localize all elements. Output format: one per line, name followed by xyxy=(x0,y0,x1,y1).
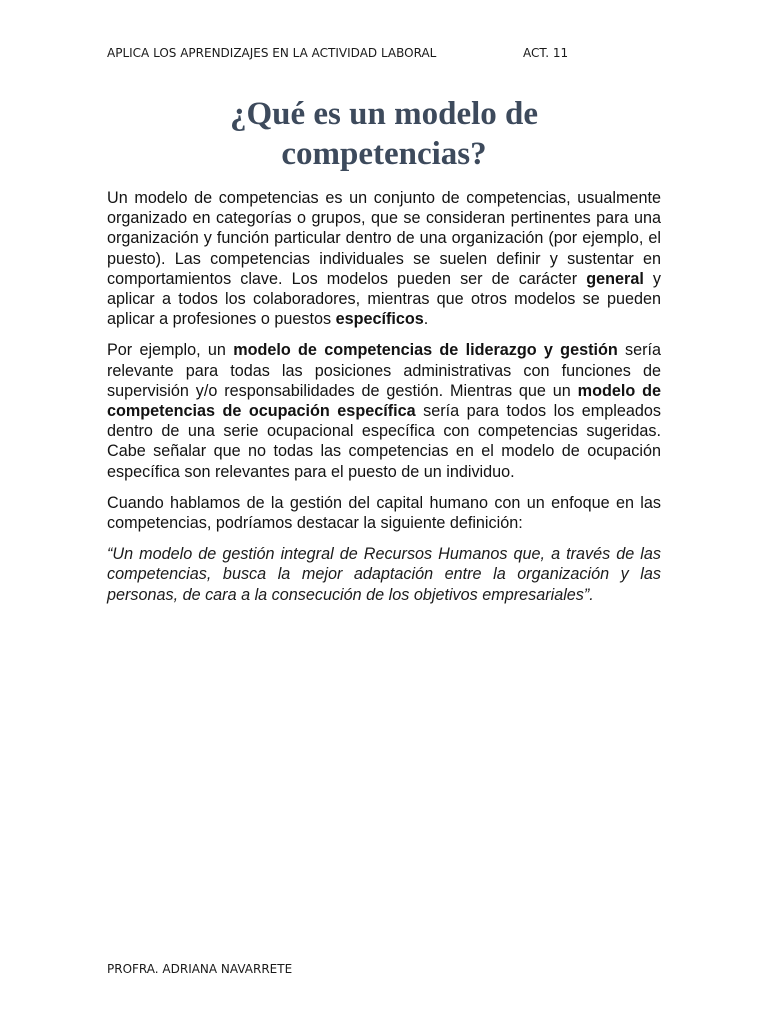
paragraph-text: y aplicar a todos los colaboradores, mientras que otros modelos se pueden aplicar a profesiones o puestos xyxy=(107,269,661,329)
title-line-2: competencias? xyxy=(281,136,487,172)
bold-term-general: general xyxy=(586,269,644,288)
bold-term-ocupacion: modelo de competencias de ocupación específica xyxy=(107,381,661,421)
quote-definition: “Un modelo de gestión integral de Recursos Humanos que, a través de las competencias, busca la mejor adaptación entre la organización y las personas, de cara a la consecución de los objetivos empresariales”. xyxy=(107,545,661,604)
paragraph-text: . xyxy=(423,310,429,329)
paragraph-capital-humano: Cuando hablamos de la gestión del capital humano con un enfoque en las competencias, podríamos destacar la siguiente definición: xyxy=(107,493,661,533)
paragraph-text: sería relevante para todas las posiciones administrativas con funciones de supervisión y/o responsabilidades de gestión. Mientras que un xyxy=(107,341,662,400)
document-body xyxy=(107,188,661,616)
paragraph-text: Un modelo de competencias es un conjunto de competencias, usualmente organizado en categorías o grupos, que se consideran pertinentes para una organización y función particular dentro de una organización (por ejemplo, el puesto). Las competencias individuales se suelen definir y sustentar en comportamientos clave. Los modelos pueden ser de carácter xyxy=(107,189,661,288)
paragraph-examples xyxy=(107,340,661,481)
page-title xyxy=(0,94,768,174)
bold-term-liderazgo: modelo de competencias de liderazgo y gestión xyxy=(233,341,618,360)
paragraph-text: Por ejemplo, un xyxy=(107,341,234,360)
bold-term-especificos: específicos xyxy=(335,310,424,329)
header-course-title: APLICA LOS APRENDIZAJES EN LA ACTIVIDAD LABORAL xyxy=(107,46,437,60)
header-activity-number: ACT. 11 xyxy=(523,46,569,60)
paragraph-definition xyxy=(107,188,661,329)
title-line-1: ¿Qué es un modelo de xyxy=(229,96,539,132)
paragraph-text: sería para todos los empleados dentro de una serie ocupacional específica con competencias sugeridas. Cabe señalar que no todas las competencias en el modelo de ocupación específica son relevantes para el puesto de un individuo. xyxy=(107,402,661,481)
page-footer: PROFRA. ADRIANA NAVARRETE xyxy=(107,962,293,976)
